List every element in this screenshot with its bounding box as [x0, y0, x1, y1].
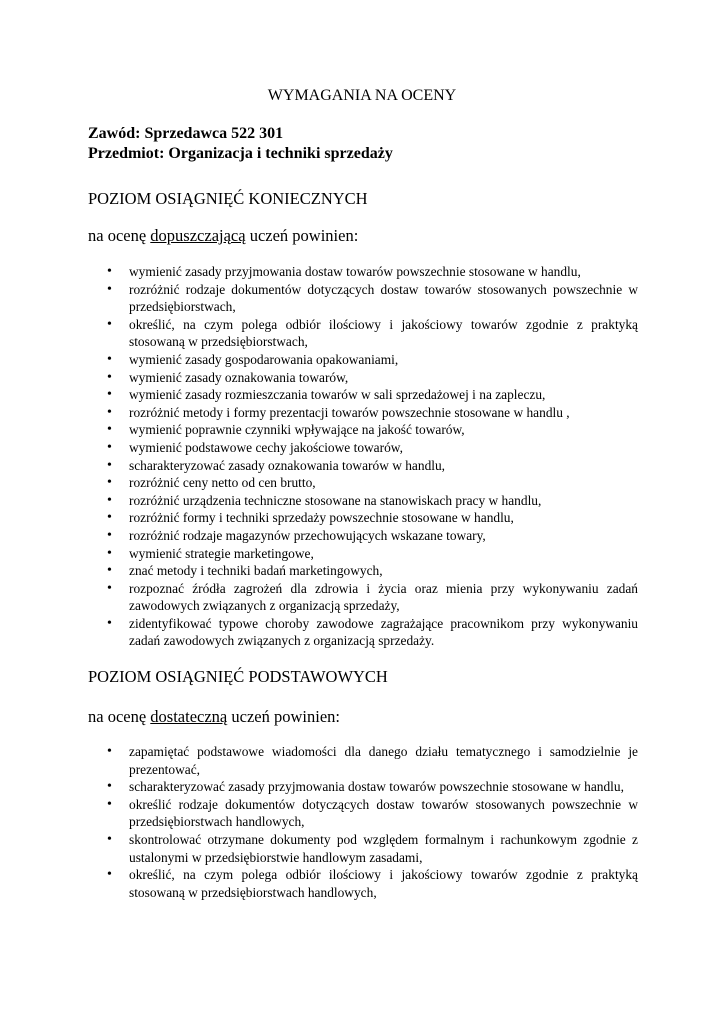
- list-item: • wymienić zasady przyjmowania dostaw towarów powszechnie stosowane w handlu,: [105, 263, 638, 281]
- list-item: • rozróżnić metody i formy prezentacji towarów powszechnie stosowane w handlu ,: [105, 404, 638, 422]
- grade-prefix: na ocenę: [88, 226, 151, 245]
- grade-line-dostateczna: [88, 707, 340, 727]
- profession-line: Zawód: Sprzedawca 522 301: [88, 125, 284, 142]
- list-item: • określić, na czym polega odbiór ilościowy i jakościowy towarów zgodnie z praktyką stosowaną w przedsiębiorstwach handlowych,: [105, 866, 638, 901]
- list-item: • znać metody i techniki badań marketingowych,: [105, 562, 638, 580]
- requirements-list-podstawowe: [105, 743, 638, 901]
- list-item: • rozróżnić rodzaje magazynów przechowujących wskazane towary,: [105, 527, 638, 545]
- list-item: • zidentyfikować typowe choroby zawodowe zagrażające pracownikom przy wykonywaniu zadań zawodowych związanych z organizacją sprzedaży.: [105, 615, 638, 650]
- subject-line: Przedmiot: Organizacja i techniki sprzedaży: [88, 145, 393, 162]
- section-heading-podstawowe: POZIOM OSIĄGNIĘĆ PODSTAWOWYCH: [88, 667, 388, 686]
- grade-prefix: na ocenę: [88, 707, 151, 726]
- grade-suffix: uczeń powinien:: [227, 707, 340, 726]
- list-item: • rozróżnić rodzaje dokumentów dotyczących dostaw towarów stosowanych powszechnie w przedsiębiorstwach,: [105, 281, 638, 316]
- list-item: • rozróżnić urządzenia techniczne stosowane na stanowiskach pracy w handlu,: [105, 492, 638, 510]
- list-item: • rozróżnić ceny netto od cen brutto,: [105, 474, 638, 492]
- list-item: • scharakteryzować zasady oznakowania towarów w handlu,: [105, 457, 638, 475]
- list-item: • wymienić strategie marketingowe,: [105, 545, 638, 563]
- list-item: • wymienić zasady oznakowania towarów,: [105, 369, 638, 387]
- document-title: WYMAGANIA NA OCENY: [267, 87, 457, 104]
- document-meta: [88, 124, 393, 164]
- requirements-list-konieczne: [105, 263, 638, 650]
- grade-name: dostateczną: [150, 707, 228, 726]
- grade-line-dopuszczajaca: [88, 226, 358, 246]
- list-item: • wymienić poprawnie czynniki wpływające na jakość towarów,: [105, 421, 638, 439]
- list-item: • scharakteryzować zasady przyjmowania dostaw towarów powszechnie stosowane w handlu,: [105, 778, 638, 796]
- grade-name: dopuszczającą: [150, 226, 246, 245]
- list-item: • wymienić zasady rozmieszczania towarów w sali sprzedażowej i na zapleczu,: [105, 386, 638, 404]
- grade-suffix: uczeń powinien:: [245, 226, 359, 245]
- list-item: • określić, na czym polega odbiór ilościowy i jakościowy towarów zgodnie z praktyką stosowaną w przedsiębiorstwach,: [105, 316, 638, 351]
- section-heading-konieczne: POZIOM OSIĄGNIĘĆ KONIECZNYCH: [88, 189, 368, 208]
- list-item: • skontrolować otrzymane dokumenty pod względem formalnym i rachunkowym zgodnie z ustalonymi w przedsiębiorstwie handlowym zasadami,: [105, 831, 638, 866]
- list-item: • rozróżnić formy i techniki sprzedaży powszechnie stosowane w handlu,: [105, 509, 638, 527]
- list-item: • wymienić zasady gospodarowania opakowaniami,: [105, 351, 638, 369]
- list-item: • określić rodzaje dokumentów dotyczących dostaw towarów stosowanych powszechnie w przedsiębiorstwach handlowych,: [105, 796, 638, 831]
- list-item: • zapamiętać podstawowe wiadomości dla danego działu tematycznego i samodzielnie je prezentować,: [105, 743, 638, 778]
- list-item: • rozpoznać źródła zagrożeń dla zdrowia i życia oraz mienia przy wykonywaniu zadań zawodowych związanych z organizacją sprzedaży,: [105, 580, 638, 615]
- list-item: • wymienić podstawowe cechy jakościowe towarów,: [105, 439, 638, 457]
